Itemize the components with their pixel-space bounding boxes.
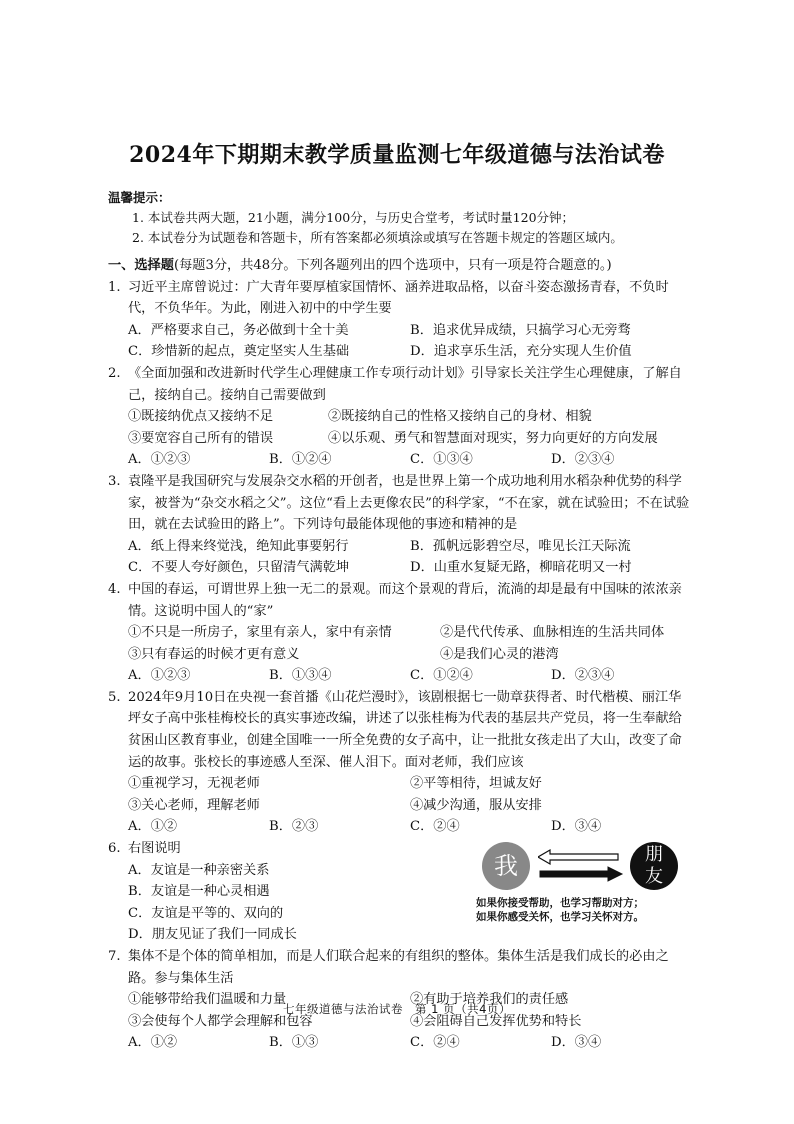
option-a: A．友谊是一种亲密关系 (128, 862, 270, 878)
statement-1: ①既接纳优点又接纳不足 (128, 409, 274, 425)
question-stem: 《全面加强和改进新时代学生心理健康工作专项行动计划》引导家长关注学生心理健康，了解自己，接纳自己。接纳自己需要做到 (128, 365, 682, 403)
section-title: 一、选择题 (108, 258, 174, 273)
question-2 (108, 363, 692, 471)
me-circle: 我 (482, 842, 530, 890)
option-c: C．②④ (410, 819, 460, 835)
question-stem: 中国的春运，可谓世界上独一无二的景观。而这个景观的背后，流淌的却是最有中国味的浓浓亲情。这说明中国人的“家” (128, 581, 682, 619)
option-b: B．追求优异成绩，只搞学习心无旁骛 (410, 322, 631, 338)
notice-item: 1. 本试卷共两大题，21小题，满分100分，与历史合堂考，考试时量120分钟； (132, 210, 575, 225)
option-a: A．严格要求自己，务必做到十全十美 (128, 322, 349, 338)
statement-4: ④以乐观、勇气和智慧面对现实，努力向更好的方向发展 (328, 430, 658, 446)
question-4 (108, 579, 692, 687)
notice-item: 2. 本试卷分为试题卷和答题卡，所有答案都必须填涂或填写在答题卡规定的答题区域内。 (132, 230, 623, 245)
option-d: D．朋友见证了我们一同成长 (128, 927, 297, 943)
option-d: D．②③④ (551, 452, 615, 468)
statement-2: ②既接纳自己的性格又接纳自己的身材、相貌 (328, 409, 592, 425)
section-heading (108, 255, 692, 277)
option-b: B．①③ (269, 1035, 319, 1051)
question-stem: 2024年9月10日在央视一套首播《山花烂漫时》，该剧根据七一勋章获得者、时代楷模、丽江华坪女子高中张桂梅校长的真实事迹改编，讲述了以张桂梅为代表的基层共产党员，将一生奉献给贫困山区教育事业，创建全国唯一一所全免费的女子高中，让一批批女孩走出了大山，改变了命运的故事。张校长的事迹感人至深、催人泪下。面对老师，我们应该 (128, 689, 682, 770)
statement-3: ③关心老师，理解老师 (128, 797, 260, 813)
exam-title: 2024年下期期末教学质量监测七年级道德与法治试卷 (129, 142, 665, 168)
notice-heading: 温馨提示： (108, 190, 171, 205)
option-b: B．①③④ (269, 668, 332, 684)
question-stem: 袁隆平是我国研究与发展杂交水稻的开创者，也是世界上第一个成功地利用水稻杂种优势的科学家，被誉为“杂交水稻之父”。这位“看上去更像农民”的科学家，“不在家，就在试验田；不在试验田，就在去试验田的路上”。下列诗句最能体现他的事迹和精神的是 (128, 473, 690, 533)
statement-1: ①能够带给我们温暖和力量 (128, 992, 287, 1008)
option-c: C．①③④ (410, 452, 473, 468)
option-d: D．③④ (551, 819, 602, 835)
statement-3: ③只有春运的时候才更有意义 (128, 646, 300, 662)
statement-1: ①重视学习，无视老师 (128, 776, 260, 792)
question-number: 4. (108, 581, 121, 597)
question-stem: 右图说明 (128, 841, 181, 857)
two-way-arrows-icon (538, 848, 624, 884)
diagram-caption (476, 896, 696, 924)
option-c: C．珍惜新的起点，奠定坚实人生基础 (128, 344, 350, 360)
question-number: 6. (108, 841, 121, 857)
option-b: B．②③ (269, 819, 319, 835)
friend-circle (630, 842, 678, 890)
question-3 (108, 471, 692, 579)
option-c: C．不要人夸好颜色，只留清气满乾坤 (128, 560, 350, 576)
question-7 (108, 946, 692, 1054)
option-a: A．纸上得来终觉浅，绝知此事要躬行 (128, 538, 349, 554)
option-a: A．①② (128, 819, 178, 835)
friend-label-line2: 友 (645, 866, 663, 888)
option-c: C．②④ (410, 1035, 460, 1051)
option-a: A．①②③ (128, 452, 191, 468)
page-footer: 七年级道德与法治试卷 第 1 页（共4页） (283, 1002, 511, 1016)
caption-line: 如果你感受关怀，也学习关怀对方。 (476, 911, 644, 924)
option-d: D．②③④ (551, 668, 615, 684)
option-a: A．①② (128, 1035, 178, 1051)
statement-2: ②平等相待，坦诚友好 (410, 776, 542, 792)
statement-2: ②是代代传承、血脉相连的生活共同体 (440, 625, 665, 641)
question-list (108, 255, 692, 1054)
question-1 (108, 277, 692, 363)
question-number: 1. (108, 279, 121, 295)
question-number: 7. (108, 949, 121, 964)
statement-3: ③会使每个人都学会理解和包容 (128, 1013, 313, 1029)
statement-4: ④会阻碍自己发挥优势和特长 (410, 1013, 582, 1029)
option-d: D．山重水复疑无路，柳暗花明又一村 (410, 560, 632, 576)
statement-4: ④减少沟通，服从安排 (410, 797, 542, 813)
statement-3: ③要宽容自己所有的错误 (128, 430, 274, 446)
question-number: 2. (108, 365, 121, 381)
section-desc: (每题3分，共48分。下列各题列出的四个选项中，只有一项是符合题意的。) (173, 258, 612, 273)
statement-1: ①不只是一所房子，家里有亲人，家中有亲情 (128, 625, 392, 641)
option-c: C．①②④ (410, 668, 473, 684)
question-5 (108, 687, 692, 838)
option-c: C．友谊是平等的、双向的 (128, 905, 284, 921)
question-stem: 习近平主席曾说过：广大青年要厚植家国情怀、涵养进取品格，以奋斗姿态激扬青春，不负时代，不负华年。为此，刚进入初中的中学生要 (128, 279, 669, 317)
option-b: B．①②④ (269, 452, 332, 468)
notice-box (108, 188, 708, 248)
option-b: B．友谊是一种心灵相遇 (128, 884, 270, 900)
question-number: 5. (108, 689, 121, 705)
question-stem: 集体不是个体的简单相加，而是人们联合起来的有组织的整体。集体生活是我们成长的必由之路。参与集体生活 (128, 949, 669, 986)
option-a: A．①②③ (128, 668, 191, 684)
statement-4: ④是我们心灵的港湾 (440, 646, 559, 662)
question-number: 3. (108, 473, 121, 489)
statement-2: ②有助于培养我们的责任感 (410, 992, 569, 1008)
question-6 (108, 838, 692, 946)
option-d: D．追求享乐生活，充分实现人生价值 (410, 344, 632, 360)
option-d: D．③④ (551, 1035, 602, 1051)
caption-line: 如果你接受帮助，也学习帮助对方； (476, 897, 644, 910)
friendship-diagram (476, 842, 696, 928)
option-b: B．孤帆远影碧空尽，唯见长江天际流 (410, 538, 631, 554)
friend-label-line1: 朋 (645, 844, 663, 866)
